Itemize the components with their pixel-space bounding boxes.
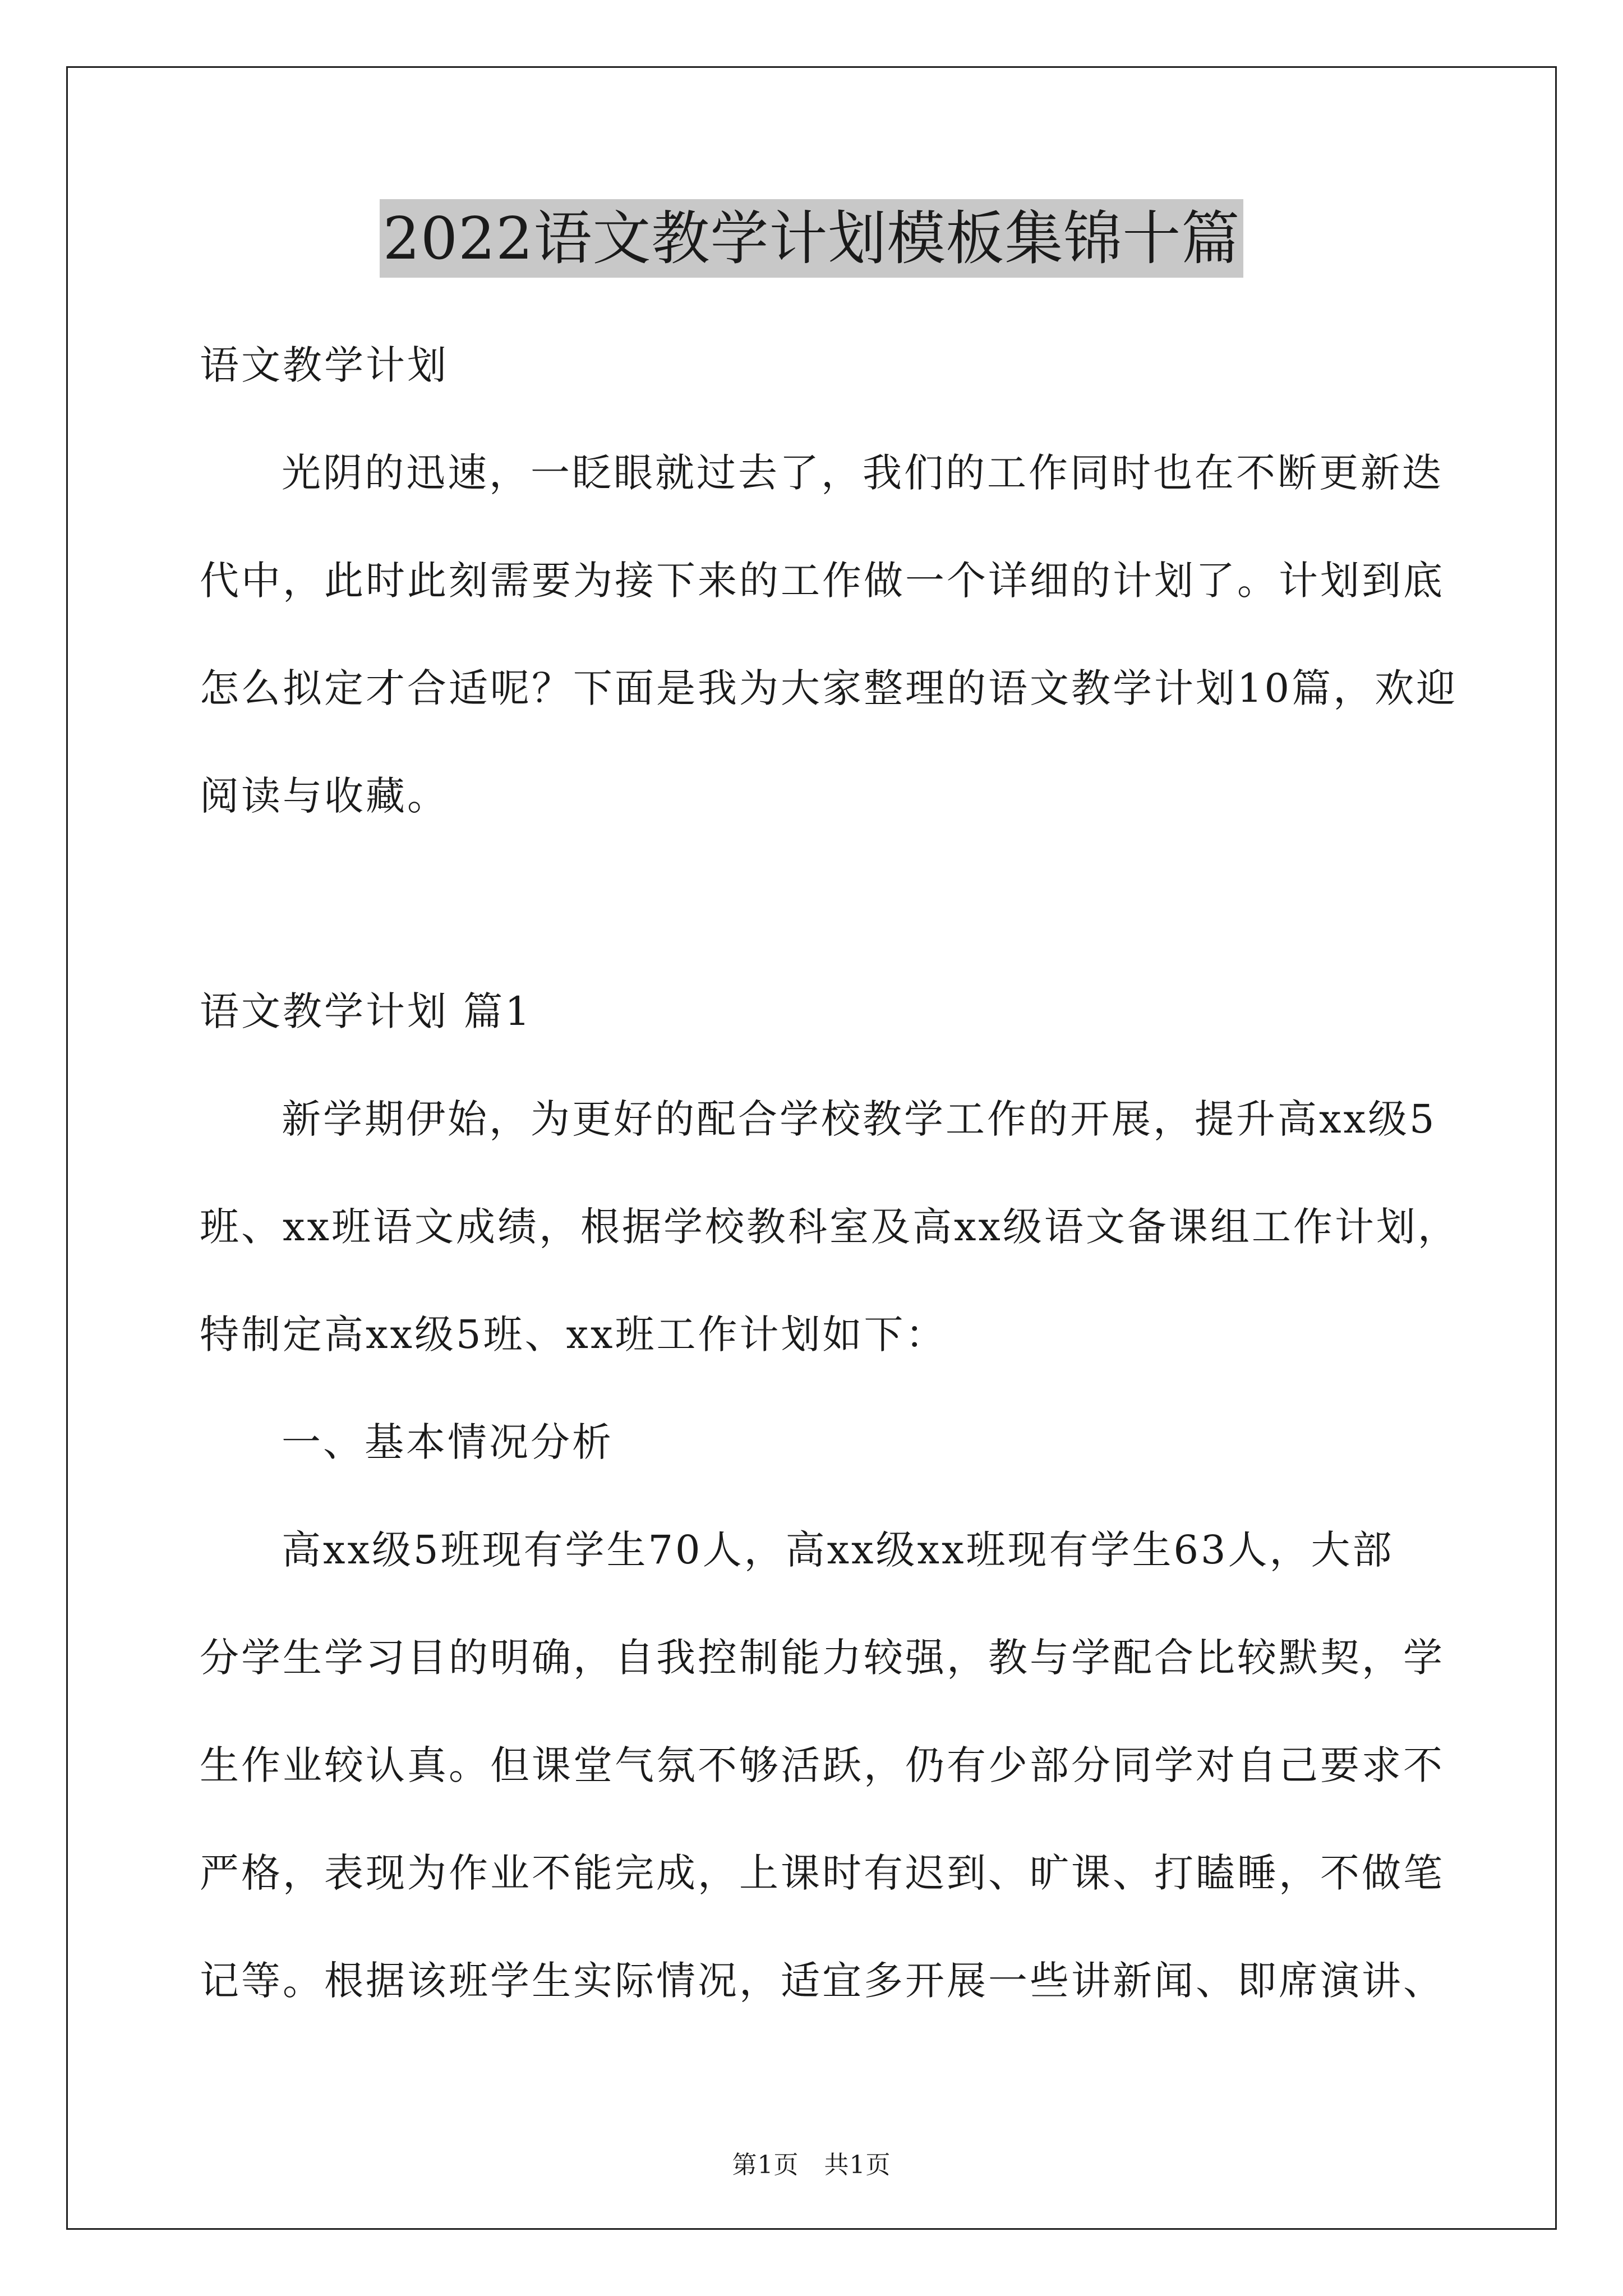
text-line: 怎么拟定才合适呢？下面是我为大家整理的语文教学计划10篇，欢迎 [200,665,1458,711]
text-line: 代中，此时此刻需要为接下来的工作做一个详细的计划了。计划到底 [200,558,1445,604]
text-line: 分学生学习目的明确，自我控制能力较强，教与学配合比较默契，学 [200,1635,1445,1681]
title-container [0,199,1623,278]
text-line: 特制定高xx级5班、xx班工作计划如下： [200,1312,947,1358]
text-line: 新学期伊始，为更好的配合学校教学工作的开展，提升高xx级5 [282,1096,1437,1142]
document-body [200,311,1478,2035]
text-line: 语文教学计划 [200,342,449,388]
document-title: 2022语文教学计划模板集锦十篇 [380,199,1244,278]
text-line: 光阴的迅速，一眨眼就过去了，我们的工作同时也在不断更新迭 [282,450,1444,496]
text-line: 记等。根据该班学生实际情况，适宜多开展一些讲新闻、即席演讲、 [200,1958,1445,2004]
text-line: 一、基本情况分析 [282,1419,614,1465]
text-line: 高xx级5班现有学生70人，高xx级xx班现有学生63人，大部 [282,1527,1394,1573]
text-line: 严格，表现为作业不能完成，上课时有迟到、旷课、打瞌睡，不做笔 [200,1850,1445,1896]
page-footer: 第1页 共1页 [732,2151,891,2179]
text-line: 生作业较认真。但课堂气氛不够活跃，仍有少部分同学对自己要求不 [200,1742,1445,1788]
text-line: 阅读与收藏。 [200,773,449,819]
text-line: 班、xx班语文成绩，根据学校教科室及高xx级语文备课组工作计划， [200,1204,1459,1250]
text-line: 语文教学计划 篇1 [200,988,532,1034]
blank-line [200,850,1478,958]
